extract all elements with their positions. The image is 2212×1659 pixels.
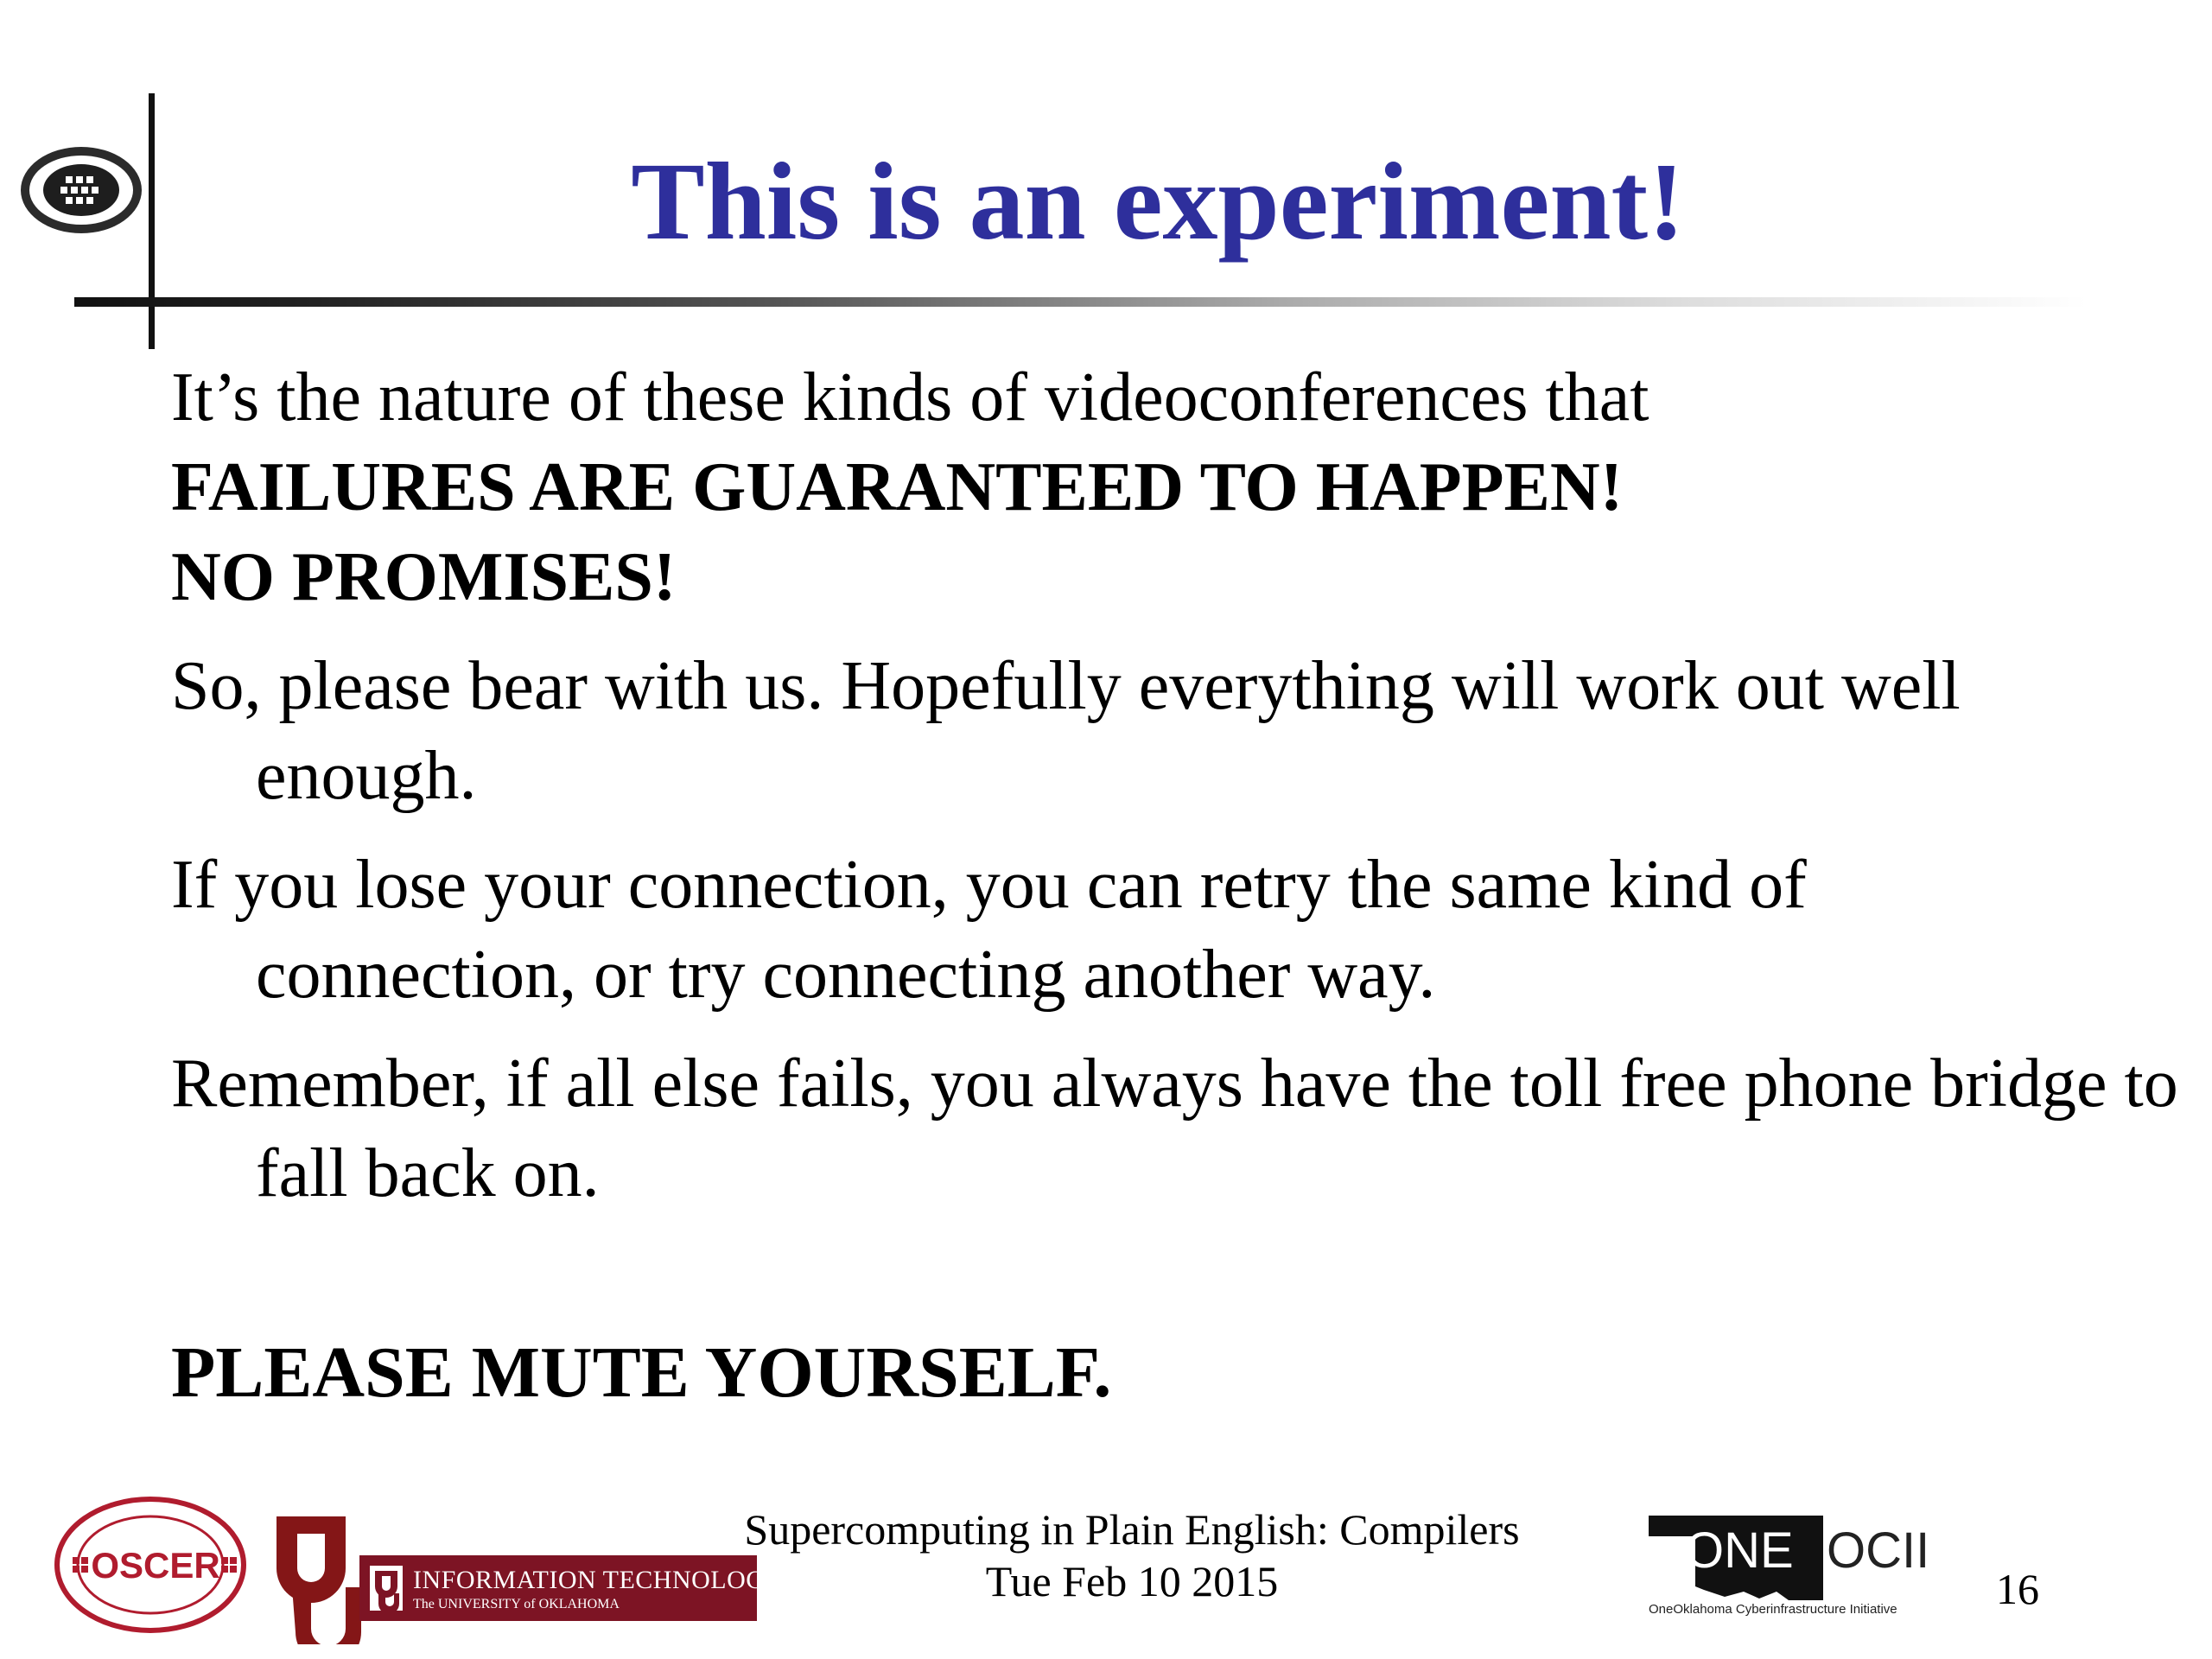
supercomputing-seal-icon xyxy=(17,138,147,242)
footer-course-title: Supercomputing in Plain English: Compilers xyxy=(744,1505,1520,1554)
no-promises-warning: NO PROMISES! xyxy=(171,539,677,615)
bullet-paragraph-1 xyxy=(171,353,2124,622)
footer-text xyxy=(734,1503,1529,1607)
it-banner-title: INFORMATION TECHNOLOGY xyxy=(413,1566,785,1594)
bullet-paragraph-3: If you lose your connection, you can retry the same kind of connection, or try connecting another way. xyxy=(171,847,1807,1013)
bullet-paragraph-2: So, please bear with us. Hopefully everything will work out well enough. xyxy=(171,648,1961,814)
oscer-logo-icon xyxy=(52,1493,249,1637)
page-number: 16 xyxy=(1996,1565,2039,1613)
slide-body xyxy=(171,353,2178,1237)
paragraph-1-text: It’s the nature of these kinds of videoconferences that xyxy=(171,359,1649,435)
it-banner-subtitle: The UNIVERSITY of OKLAHOMA xyxy=(413,1597,620,1611)
bullet-paragraph-4: Remember, if all else fails, you always have the toll free phone bridge to fall back on. xyxy=(171,1046,2178,1211)
slide-title: This is an experiment! xyxy=(631,140,1685,263)
failures-warning: FAILURES ARE GUARANTEED TO HAPPEN! xyxy=(171,449,1624,525)
ou-mini-logo-icon xyxy=(370,1566,403,1611)
oscer-logo-text: OSCER xyxy=(91,1545,220,1586)
ou-logo-icon xyxy=(259,1508,363,1644)
mute-reminder: PLEASE MUTE YOURSELF. xyxy=(171,1332,1112,1413)
oneocii-tagline: OneOklahoma Cyberinfrastructure Initiative xyxy=(1649,1602,1897,1617)
title-horizontal-rule xyxy=(74,297,2088,307)
it-banner xyxy=(359,1555,785,1621)
footer-date: Tue Feb 10 2015 xyxy=(985,1557,1279,1605)
oneocii-logo-text: ONE OCII xyxy=(1685,1522,1930,1579)
